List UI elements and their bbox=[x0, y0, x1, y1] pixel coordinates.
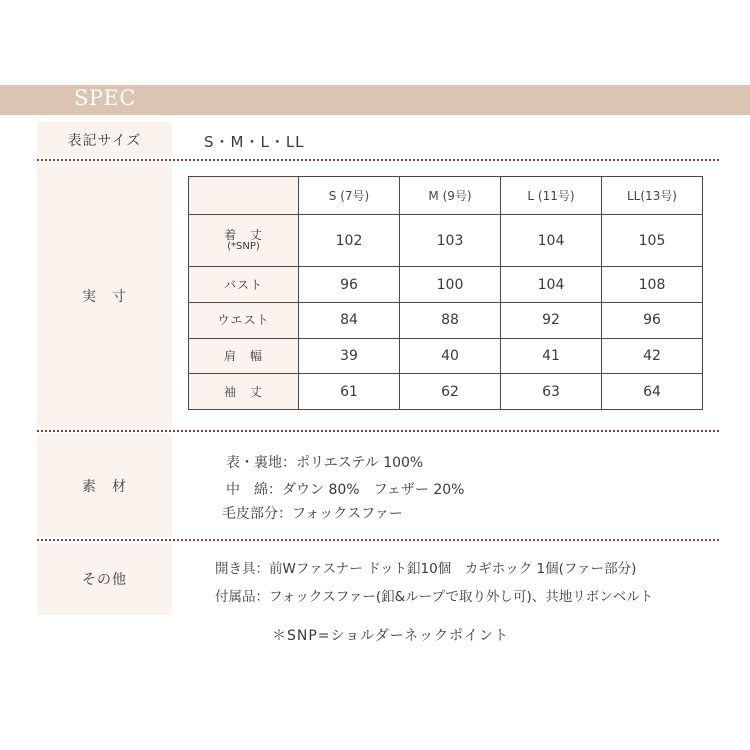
divider bbox=[37, 159, 719, 161]
table-corner bbox=[189, 177, 299, 215]
table-cell: 105 bbox=[602, 214, 703, 266]
footnote: ＊SNP=ショルダーネックポイント bbox=[272, 628, 509, 644]
table-cell: 64 bbox=[602, 374, 703, 410]
table-row bbox=[189, 214, 703, 266]
row-header: ウエスト bbox=[189, 302, 299, 338]
spec-header-bar bbox=[0, 85, 750, 115]
table-cell: 104 bbox=[501, 214, 602, 266]
size-label: 表記サイズ bbox=[37, 122, 172, 158]
row-header-sub: (*SNP) bbox=[227, 240, 260, 252]
material-line: 毛皮部分：フォックスファー bbox=[222, 506, 403, 522]
table-cell: 42 bbox=[602, 338, 703, 374]
other-line: 付属品：フォックスファー(釦&ループで取り外し可)、共地リボンベルト bbox=[215, 589, 654, 605]
table-cell: 63 bbox=[501, 374, 602, 410]
table-header-row bbox=[189, 177, 703, 215]
divider bbox=[37, 430, 719, 432]
table-cell: 100 bbox=[400, 267, 501, 303]
size-values: S・M・L・LL bbox=[204, 133, 305, 151]
table-cell: 102 bbox=[299, 214, 400, 266]
divider bbox=[37, 539, 719, 541]
row-header: 袖 丈 bbox=[189, 374, 299, 410]
table-cell: 39 bbox=[299, 338, 400, 374]
table-row bbox=[189, 338, 703, 374]
spec-title: SPEC bbox=[74, 86, 136, 110]
column-header: M (9号) bbox=[400, 177, 501, 215]
table-cell: 103 bbox=[400, 214, 501, 266]
table-row bbox=[189, 302, 703, 338]
measure-label: 実 寸 bbox=[37, 162, 172, 429]
size-row bbox=[37, 122, 719, 158]
column-header: L (11号) bbox=[501, 177, 602, 215]
table-cell: 96 bbox=[602, 302, 703, 338]
table-cell: 104 bbox=[501, 267, 602, 303]
other-label: その他 bbox=[37, 543, 172, 615]
column-header: S (7号) bbox=[299, 177, 400, 215]
material-line: 表・裏地：ポリエステル 100% bbox=[226, 455, 424, 471]
table-row bbox=[189, 374, 703, 410]
material-line: 中 綿：ダウン 80% フェザー 20% bbox=[226, 482, 465, 498]
table-cell: 61 bbox=[299, 374, 400, 410]
material-label: 素 材 bbox=[37, 434, 172, 537]
row-header: バスト bbox=[189, 267, 299, 303]
table-cell: 84 bbox=[299, 302, 400, 338]
row-header bbox=[189, 214, 299, 266]
other-line: 開き具：前Wファスナー ドット釦10個 カギホック 1個(ファー部分) bbox=[215, 561, 637, 577]
table-cell: 96 bbox=[299, 267, 400, 303]
row-header-label: 着 丈 bbox=[223, 227, 263, 242]
table-row bbox=[189, 267, 703, 303]
column-header: LL(13号) bbox=[602, 177, 703, 215]
table-cell: 41 bbox=[501, 338, 602, 374]
table-cell: 108 bbox=[602, 267, 703, 303]
row-header: 肩 幅 bbox=[189, 338, 299, 374]
table-cell: 88 bbox=[400, 302, 501, 338]
table-cell: 40 bbox=[400, 338, 501, 374]
table-cell: 62 bbox=[400, 374, 501, 410]
table-cell: 92 bbox=[501, 302, 602, 338]
measurement-table bbox=[188, 176, 703, 410]
